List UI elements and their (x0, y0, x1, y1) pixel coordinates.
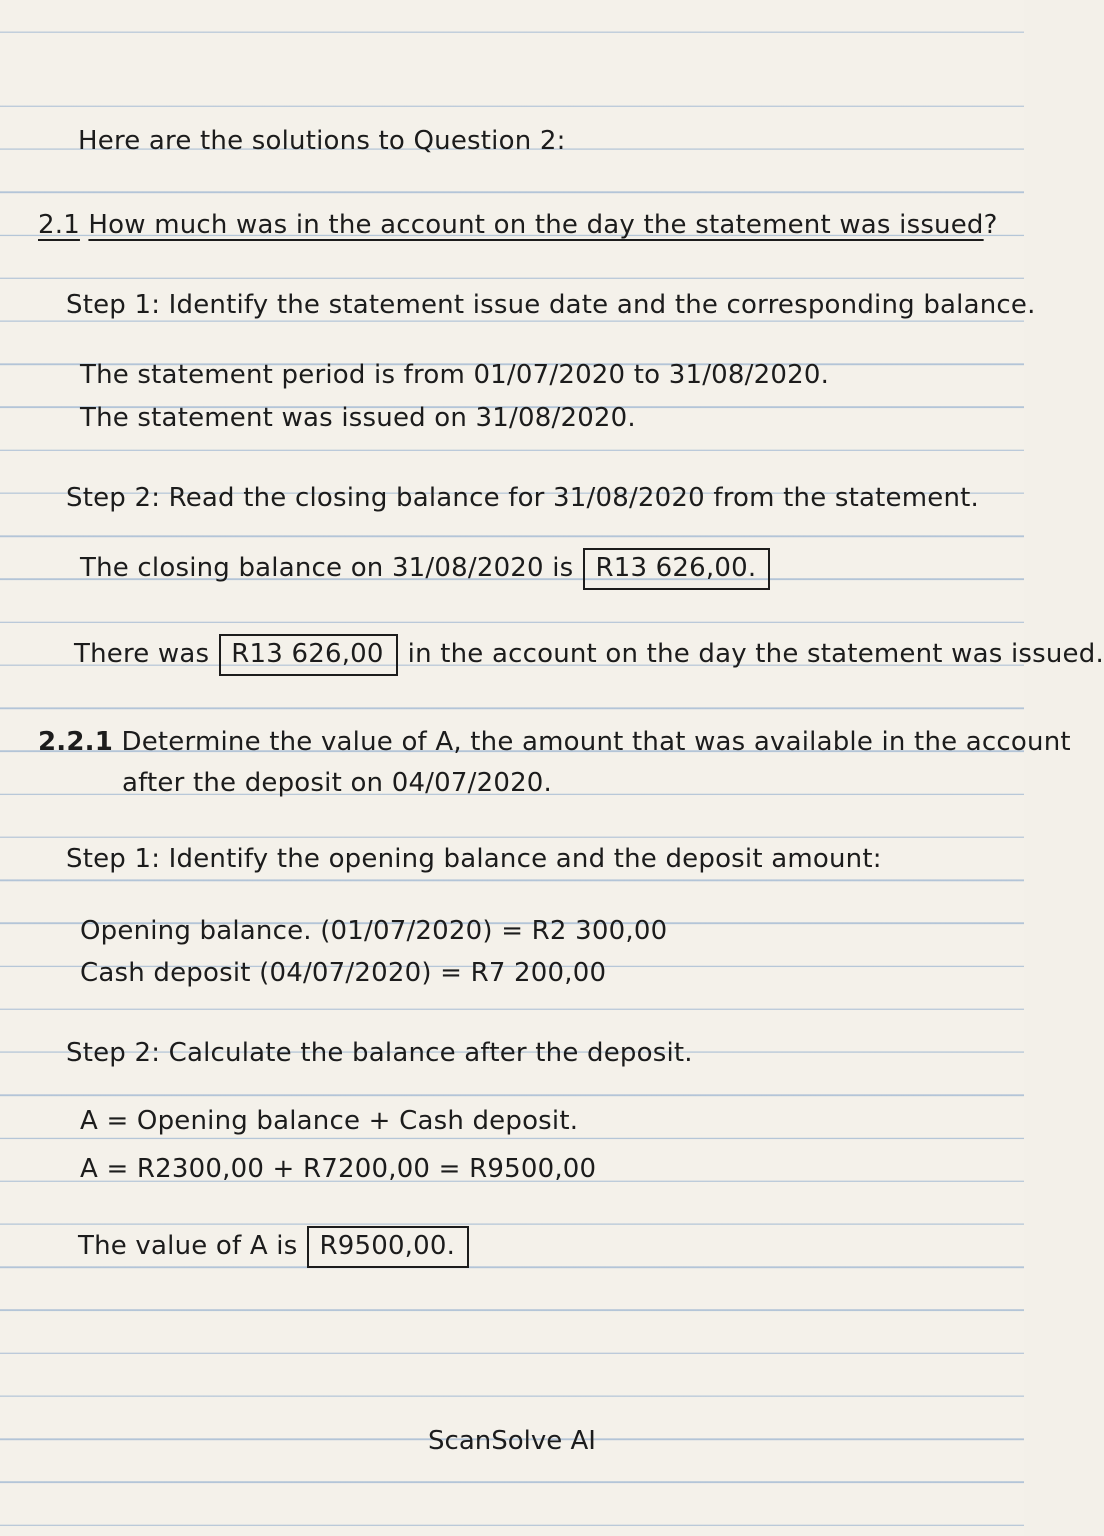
q21-step-1: Step 1: Identify the statement issue date and the corresponding balance. (66, 290, 1036, 320)
intro-line: Here are the solutions to Question 2: (78, 126, 566, 156)
question-2-1-text: How much was in the account on the day the statement was issued (88, 210, 984, 240)
answer-prefix: There was (74, 639, 210, 669)
q21-step-2: Step 2: Read the closing balance for 31/08/2020 from the statement. (66, 483, 979, 513)
answer-suffix: in the account on the day the statement was issued. (407, 639, 1104, 669)
question-2-2-1-line-1 (38, 725, 1071, 759)
q21-statement-period: The statement period is from 01/07/2020 to 31/08/2020. (80, 360, 830, 390)
q221-cash-deposit: Cash deposit (04/07/2020) = R7 200,00 (80, 958, 607, 988)
q21-answer-line (74, 634, 1104, 676)
closing-balance-answer-box: R13 626,00. (583, 548, 770, 590)
q221-calculation: A = R2300,00 + R7200,00 = R9500,00 (80, 1154, 597, 1184)
answer-value-box: R13 626,00 (219, 634, 397, 676)
question-2-1-number: 2.1 (38, 210, 80, 240)
q221-step-1: Step 1: Identify the opening balance and the deposit amount: (66, 844, 882, 874)
q221-step-2: Step 2: Calculate the balance after the deposit. (66, 1038, 693, 1068)
closing-balance-text: The closing balance on 31/08/2020 is (80, 553, 574, 583)
question-2-2-1-text: Determine the value of A, the amount that was available in the account (121, 727, 1071, 757)
question-2-2-1-line-2: after the deposit on 04/07/2020. (122, 768, 553, 798)
q21-closing-balance-line (80, 548, 770, 590)
question-2-1-heading (38, 208, 998, 242)
question-2-2-1-number: 2.2.1 (38, 727, 114, 757)
q21-statement-issued: The statement was issued on 31/08/2020. (80, 403, 636, 433)
q221-result-line (78, 1226, 469, 1268)
q221-formula: A = Opening balance + Cash deposit. (80, 1106, 579, 1136)
question-2-1-qmark: ? (983, 210, 998, 240)
footer-brand: ScanSolve AI (428, 1426, 596, 1456)
result-prefix: The value of A is (78, 1231, 298, 1261)
q221-opening-balance: Opening balance. (01/07/2020) = R2 300,00 (80, 916, 668, 946)
result-answer-box: R9500,00. (307, 1226, 469, 1268)
